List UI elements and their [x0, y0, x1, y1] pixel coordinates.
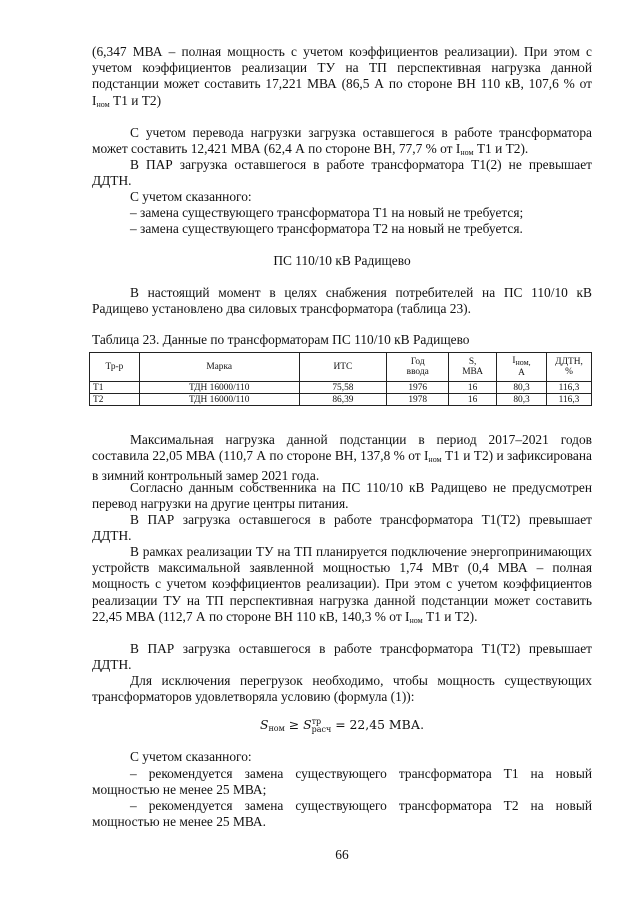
header-s-line2: МВА — [462, 367, 483, 377]
header-inom — [497, 353, 547, 382]
cell-ddtn: 116,3 — [546, 382, 591, 394]
cell-s: 16 — [449, 394, 497, 406]
header-tr: Тр-р — [90, 353, 140, 382]
list-item-2: – замена существующего трансформатора Т2 на новый не требуется. — [130, 221, 523, 236]
header-ddtn — [546, 353, 591, 382]
table-row — [90, 382, 592, 394]
paragraph-1 — [92, 44, 592, 113]
header-god-line1: Год — [410, 357, 425, 367]
i-letter: I — [423, 448, 429, 464]
header-inom-letter: I — [512, 356, 516, 366]
recommend-item-2: – рекомендуется замена существующего трансформатора Т2 на новый мощностью не менее 25 МВА. — [92, 798, 592, 830]
header-s-line1: S, — [468, 357, 477, 367]
after-paragraph-1-end: Т1 и Т2) и зафиксирована в зимний контрольный замер 2021 года. — [92, 448, 592, 484]
cell-god: 1978 — [387, 394, 449, 406]
inom-symbol — [92, 93, 110, 108]
paragraph-1-end: Т1 и Т2) — [109, 92, 162, 108]
page-number: 66 — [335, 847, 349, 862]
paragraph-3: В ПАР загрузка оставшегося в работе трансформатора Т1(2) не превышает ДДТН. — [92, 157, 592, 189]
cell-god: 1976 — [387, 382, 449, 394]
header-god — [387, 353, 449, 382]
paragraph-2 — [92, 125, 592, 161]
cell-inom: 80,3 — [497, 382, 547, 394]
inom-subscript: ном — [409, 615, 423, 625]
cell-ddtn: 116,3 — [546, 394, 591, 406]
i-letter: I — [92, 92, 97, 108]
formula-scripts — [312, 718, 332, 734]
cell-inom: 80,3 — [497, 394, 547, 406]
formula-ge: ≥ — [284, 717, 304, 732]
after-paragraph-4-end: Т1 и Т2). — [422, 608, 478, 624]
header-ddtn-line1: ДДТН, — [555, 357, 583, 367]
cell-its: 86,39 — [299, 394, 387, 406]
formula-rhs: = 22,45 МВА. — [331, 717, 425, 732]
header-ddtn-line2: % — [565, 367, 573, 377]
header-inom-subscript: ном, — [515, 358, 531, 367]
inom-subscript: ном — [428, 455, 442, 465]
after-paragraph-7: С учетом сказанного: — [130, 749, 252, 764]
after-paragraph-4 — [92, 544, 592, 629]
intro-paragraph: В настоящий момент в целях снабжения потребителей на ПС 110/10 кВ Радищево установлено два силовых трансформатора (таблица 23). — [92, 285, 592, 317]
inom-subscript: ном — [96, 99, 110, 109]
after-paragraph-1 — [92, 432, 592, 485]
formula-1 — [92, 717, 592, 734]
cell-marka: ТДН 16000/110 — [139, 382, 299, 394]
cell-tr: Т1 — [90, 382, 140, 394]
after-paragraph-4-text: В рамках реализации ТУ на ТП планируется подключение энергопринимающих устройств максимальной заявленной мощностью 1,74 МВт (0,4 МВА – полная мощность с учетом коэффициентов реализации). При этом с учетом коэффициентов реализации ТУ на ТП перспективная нагрузка данной подстанции может составить 22,45 МВА (112,7 А по стороне ВН 110 кВ, 140,3 % от — [92, 544, 592, 624]
after-paragraph-1-text: Максимальная нагрузка данной подстанции в период 2017–2021 годов составила 22,05 МВА (110,7 А по стороне ВН, 137,8 % от — [92, 432, 592, 464]
formula-sub-rasch: расч — [311, 724, 332, 734]
cell-marka: ТДН 16000/110 — [139, 394, 299, 406]
formula-sub-nom: ном — [268, 724, 285, 733]
header-god-line2: ввода — [406, 367, 429, 377]
cell-s: 16 — [449, 382, 497, 394]
cell-its: 75,58 — [299, 382, 387, 394]
formula-s2: S — [303, 717, 312, 732]
recommend-item-1: – рекомендуется замена существующего трансформатора Т1 на новый мощностью не менее 25 МВА; — [92, 766, 592, 798]
paragraph-4: С учетом сказанного: — [130, 189, 252, 204]
i-letter: I — [455, 141, 461, 157]
cell-tr: Т2 — [90, 394, 140, 406]
paragraph-2-end: Т1 и Т2). — [473, 141, 529, 157]
header-inom-unit: А — [518, 368, 525, 378]
inom-subscript: ном — [460, 148, 474, 158]
after-paragraph-5: В ПАР загрузка оставшегося в работе трансформатора Т1(Т2) превышает ДДТН. — [92, 641, 592, 673]
after-paragraph-2: Согласно данным собственника на ПС 110/10 кВ Радищево не предусмотрен перевод нагрузки на другие центры питания. — [92, 480, 592, 512]
formula-sup-tr: тр — [311, 716, 322, 726]
header-its: ИТС — [299, 353, 387, 382]
table-caption: Таблица 23. Данные по трансформаторам ПС 110/10 кВ Радищево — [92, 332, 470, 347]
after-paragraph-3: В ПАР загрузка оставшегося в работе трансформатора Т1(Т2) превышает ДДТН. — [92, 512, 592, 544]
table-row — [90, 394, 592, 406]
after-paragraph-6: Для исключения перегрузок необходимо, чтобы мощность существующих трансформаторов удовлетворяла условию (формула (1)): — [92, 673, 592, 705]
header-marka: Марка — [139, 353, 299, 382]
i-letter: I — [405, 608, 410, 624]
paragraph-2-text: С учетом перевода нагрузки загрузка оставшегося в работе трансформатора может составить 12,421 МВА (62,4 А по стороне ВН, 77,7 % от — [92, 125, 592, 157]
section-heading: ПС 110/10 кВ Радищево — [273, 253, 411, 268]
list-item-1: – замена существующего трансформатора Т1 на новый не требуется; — [130, 205, 524, 220]
formula-s: S — [259, 717, 269, 732]
transformer-table — [89, 352, 592, 406]
table-header-row — [90, 353, 592, 382]
header-s — [449, 353, 497, 382]
paragraph-1-text: (6,347 МВА – полная мощность с учетом коэффициентов реализации). При этом с учетом коэффициентов реализации ТУ на ТП перспективная нагрузка данной подстанции может составить 17,221 МВА (86,5 А по стороне ВН 110 кВ, 107,6 % от — [92, 44, 592, 92]
